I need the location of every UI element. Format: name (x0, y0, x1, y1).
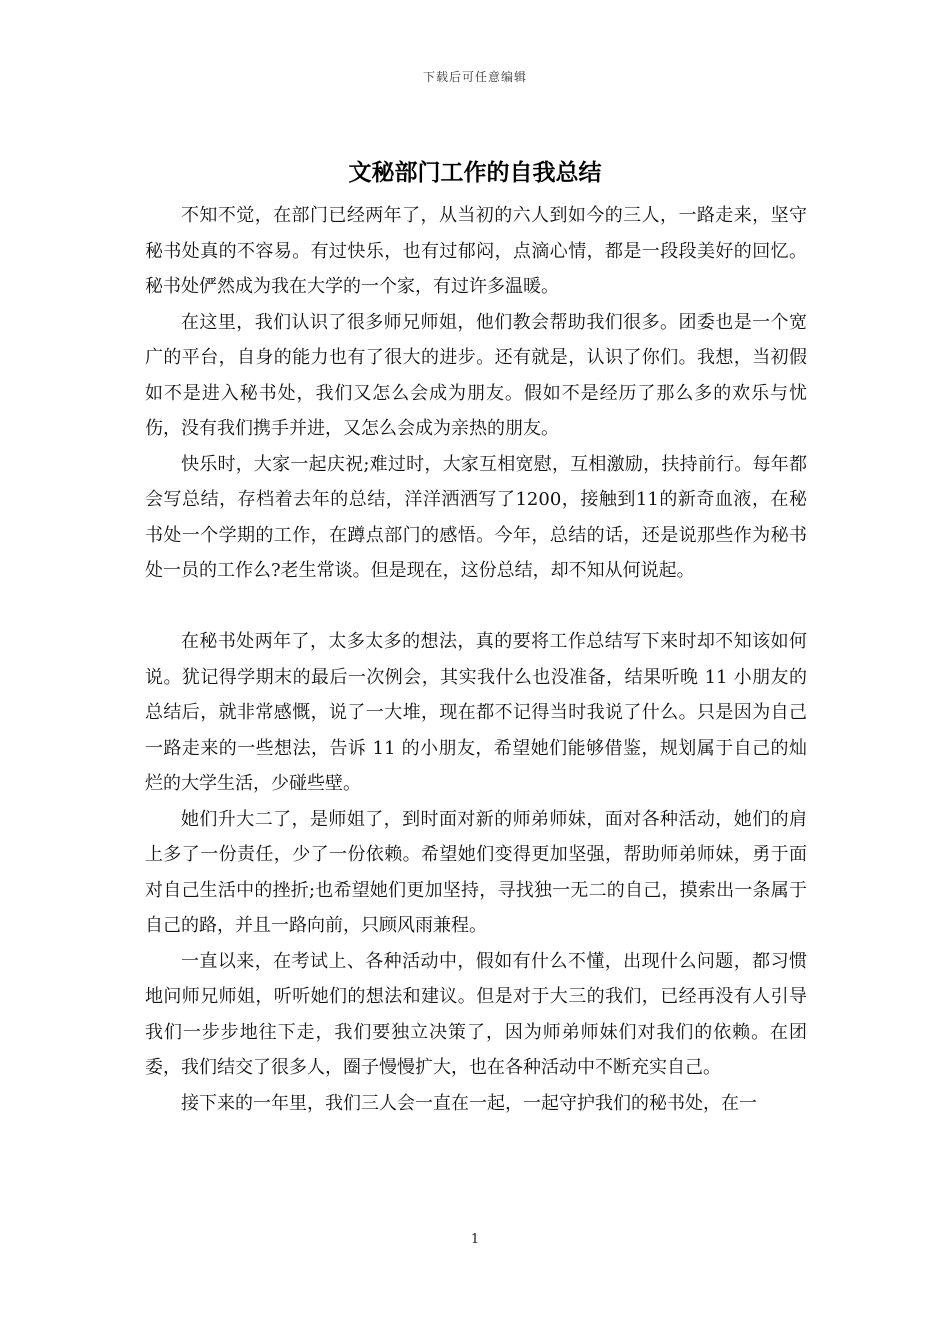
paragraph-gap (145, 589, 807, 625)
document-body (145, 198, 807, 1121)
paragraph-1: 不知不觉，在部门已经两年了，从当初的六人到如今的三人，一路走来，坚守秘书处真的不容易。有过快乐，也有过郁闷，点滴心情，都是一段段美好的回忆。秘书处俨然成为我在大学的一个家，有过许多温暖。 (145, 205, 807, 297)
page-number: 1 (470, 1232, 480, 1247)
paragraph-2: 在这里，我们认识了很多师兄师姐，他们教会帮助我们很多。团委也是一个宽广的平台，自身的能力也有了很大的进步。还有就是，认识了你们。我想，当初假如不是进入秘书处，我们又怎么会成为朋友。假如不是经历了那么多的欢乐与忧伤，没有我们携手并进，又怎么会成为亲热的朋友。 (145, 311, 807, 439)
paragraph-7: 接下来的一年里，我们三人会一直在一起，一起守护我们的秘书处，在一 (181, 1092, 757, 1114)
document-title: 文秘部门工作的自我总结 (348, 159, 602, 186)
page-header-note: 下载后可任意编辑 (422, 70, 527, 84)
paragraph-6: 一直以来，在考试上、各种活动中，假如有什么不懂，出现什么问题，都习惯地问师兄师姐，听听她们的想法和建议。但是对于大三的我们，已经再没有人引导我们一步步地往下走，我们要独立决策了，因为师弟师妹们对我们的依赖。在团委，我们结交了很多人，圈子慢慢扩大，也在各种活动中不断充实自己。 (145, 950, 807, 1078)
paragraph-3: 快乐时，大家一起庆祝;难过时，大家互相宽慰，互相激励，扶持前行。每年都会写总结，存档着去年的总结，洋洋洒洒写了1200，接触到11的新奇血液，在秘书处一个学期的工作，在蹲点部门的感悟。今年，总结的话，还是说那些作为秘书处一员的工作么?老生常谈。但是现在，这份总结，却不知从何说起。 (145, 453, 807, 581)
paragraph-4: 在秘书处两年了，太多太多的想法，真的要将工作总结写下来时却不知该如何说。犹记得学期末的最后一次例会，其实我什么也没准备，结果听晚 11 小朋友的总结后，就非常感慨，说了一大堆，现在都不记得当时我说了什么。只是因为自己一路走来的一些想法，告诉 11 的小朋友，希望她们能够借鉴，规划属于自己的灿烂的大学生活，少碰些壁。 (145, 631, 807, 794)
paragraph-5: 她们升大二了，是师姐了，到时面对新的师弟师妹，面对各种活动，她们的肩上多了一份责任，少了一份依赖。希望她们变得更加坚强，帮助师弟师妹，勇于面对自己生活中的挫折;也希望她们更加坚持，寻找独一无二的自己，摸索出一条属于自己的路，并且一路向前，只顾风雨兼程。 (145, 808, 807, 936)
